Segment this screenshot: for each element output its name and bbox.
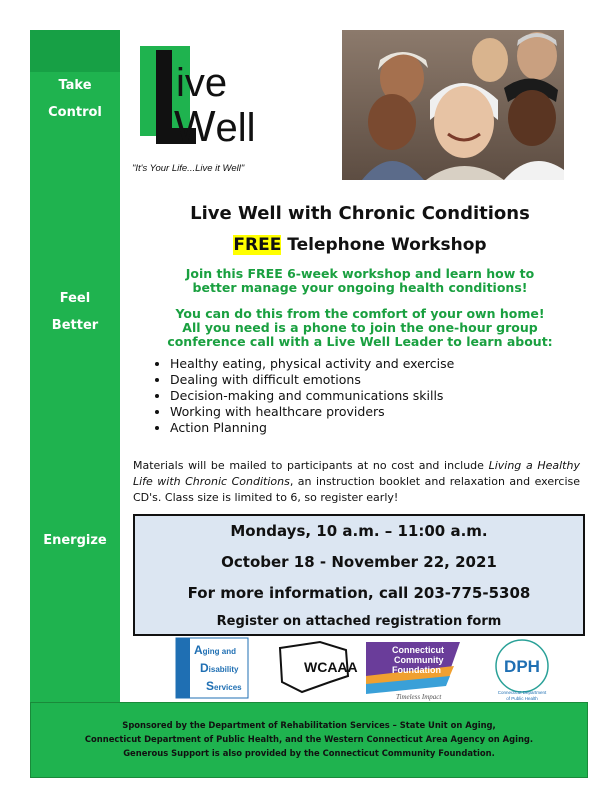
dph-line2: of Public Health (506, 696, 538, 701)
logo-text-well (174, 102, 256, 151)
dph-logo (496, 640, 548, 701)
ccf-line3: Foundation (392, 665, 441, 675)
footer-line-2: Connecticut Department of Public Health, and the Western Connecticut Area Agency on Aging. (84, 734, 534, 744)
logo-text-ell: ell (215, 106, 256, 150)
wcaaa-logo (280, 642, 358, 692)
topic-list (148, 356, 454, 436)
list-item: • Working with healthcare providers (170, 404, 454, 420)
schedule-info-box (133, 514, 585, 636)
logo-tagline: "It's Your Life...Live it Well" (132, 163, 245, 174)
aging-disability-logo (176, 638, 248, 698)
person-front-left (368, 94, 416, 150)
free-highlight: FREE (233, 235, 282, 255)
register-note: Register on attached registration form (216, 614, 502, 629)
page-title: Live Well with Chronic Conditions (190, 203, 530, 224)
dph-mark: DPH (504, 657, 540, 676)
logo-w-glyph: W (174, 102, 216, 151)
subtitle-rest: Telephone Workshop (281, 235, 487, 255)
intro-line-3: You can do this from the comfort of your own home! (175, 306, 545, 321)
footer-line-3: Generous Support is also provided by the Connecticut Community Foundation. (123, 748, 495, 758)
list-item: • Dealing with difficult emotions (170, 372, 454, 388)
schedule-dates: October 18 - November 22, 2021 (221, 553, 497, 571)
person-back-center (472, 38, 508, 82)
intro-line-1: Join this FREE 6-week workshop and learn how to (185, 266, 535, 281)
wcaaa-text: WCAAA (304, 659, 358, 675)
live-well-logo (130, 46, 280, 182)
materials-paragraph (133, 458, 580, 506)
ccf-tagline: Timeless Impact (396, 693, 442, 701)
aging-initial-s: S (206, 679, 215, 693)
logo-text-ive: ive (176, 61, 228, 105)
intro-line-2: better manage your ongoing health conditions! (192, 280, 528, 295)
aging-initial-d: D (200, 661, 209, 675)
aging-line3: ervices (214, 683, 242, 692)
left-sidebar (30, 30, 120, 702)
seniors-photo (342, 30, 564, 180)
intro-line-5: conference call with a Live Well Leader to learn about: (167, 334, 553, 349)
aging-line2: isability (208, 665, 239, 674)
partner-logos (170, 636, 560, 702)
dph-line1: Connecticut Department (497, 690, 547, 695)
list-item: • Decision-making and communications skills (170, 388, 454, 404)
footer-line-1: Sponsored by the Department of Rehabilitation Services – State Unit on Aging, (122, 720, 496, 730)
materials-post: , an instruction booklet and relaxation and exercise CD's. Class size is limited to 6, so register early! (133, 475, 581, 504)
contact-phone: For more information, call 203-775-5308 (187, 584, 531, 602)
sidebar-label-feel: Feel (59, 291, 91, 306)
list-item: • Healthy eating, physical activity and exercise (170, 356, 454, 372)
sidebar-label-energize: Energize (43, 533, 107, 548)
aging-initial-a: A (194, 643, 203, 657)
ccf-line1: Connecticut (392, 645, 445, 655)
person-center (434, 86, 494, 158)
aging-line1: ging and (202, 647, 236, 656)
list-item: • Action Planning (170, 420, 454, 436)
intro-line-4: All you need is a phone to join the one-hour group (182, 320, 538, 335)
sidebar-top-accent (30, 30, 120, 72)
person-right (508, 90, 556, 146)
ccf-line2: Community (394, 655, 444, 665)
sidebar-label-better: Better (51, 318, 99, 333)
sidebar-label-take: Take (58, 78, 92, 93)
materials-book-title: Living a Healthy Life with Chronic Conditions (133, 459, 580, 488)
page-subtitle (130, 235, 590, 255)
ccf-logo (366, 642, 460, 701)
schedule-time: Mondays, 10 a.m. – 11:00 a.m. (230, 522, 488, 540)
sponsor-footer (30, 702, 588, 778)
sidebar-label-control: Control (48, 105, 102, 120)
materials-pre: Materials will be mailed to participants at no cost and include (133, 459, 489, 472)
